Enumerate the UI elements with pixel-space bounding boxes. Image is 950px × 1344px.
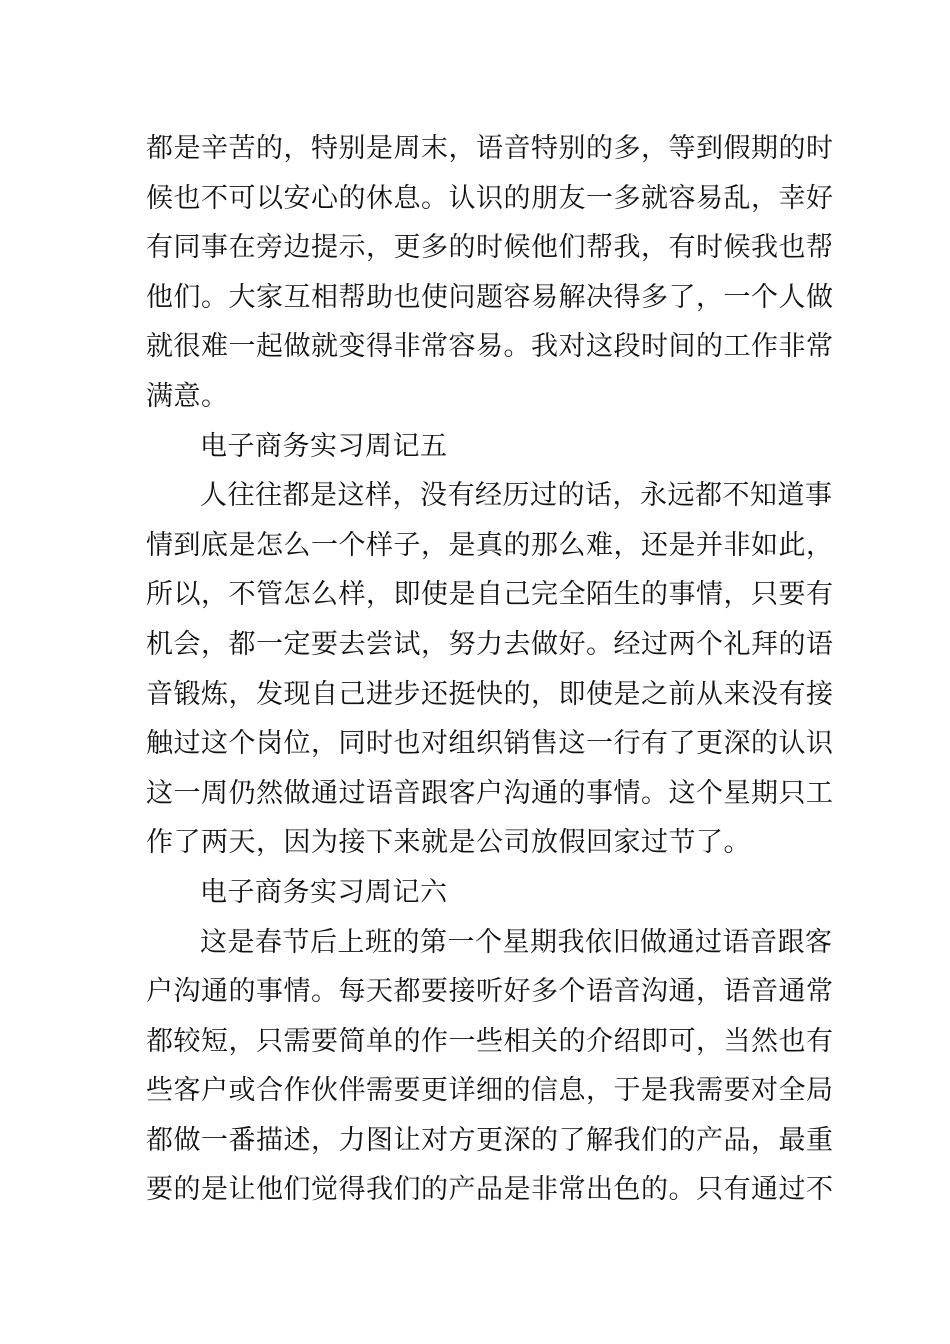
text-line: 候也不可以安心的休息。认识的朋友一多就容易乱，幸好 bbox=[146, 182, 834, 214]
text-line: 他们。大家互相帮助也使问题容易解决得多了，一个人做 bbox=[146, 281, 834, 313]
text-line: 些客户或合作伙伴需要更详细的信息，于是我需要对全局 bbox=[146, 1075, 834, 1107]
text-line: 机会，都一定要去尝试，努力去做好。经过两个礼拜的语 bbox=[146, 628, 834, 660]
text-line: 满意。 bbox=[146, 380, 229, 412]
text-line: 人往往都是这样，没有经历过的话，永远都不知道事 bbox=[200, 480, 833, 512]
text-line: 就很难一起做就变得非常容易。我对这段时间的工作非常 bbox=[146, 331, 834, 363]
paragraph-week-five bbox=[146, 471, 834, 868]
text-line: 所以，不管怎么样，即使是自己完全陌生的事情，只要有 bbox=[146, 579, 834, 611]
text-line: 这是春节后上班的第一个星期我依旧做通过语音跟客 bbox=[200, 926, 833, 958]
text-line: 音锻炼，发现自己进步还挺快的，即使是之前从来没有接 bbox=[146, 678, 834, 710]
text-line: 有同事在旁边提示，更多的时候他们帮我，有时候我也帮 bbox=[146, 232, 834, 264]
paragraph-continuation bbox=[146, 124, 834, 422]
text-line: 都做一番描述，力图让对方更深的了解我们的产品，最重 bbox=[146, 1124, 834, 1156]
text-line: 情到底是怎么一个样子，是真的那么难，还是并非如此， bbox=[146, 529, 834, 561]
text-line: 都是辛苦的，特别是周末，语音特别的多，等到假期的时 bbox=[146, 133, 834, 164]
text-line: 作了两天，因为接下来就是公司放假回家过节了。 bbox=[146, 827, 751, 859]
text-line: 都较短，只需要简单的作一些相关的介绍即可，当然也有 bbox=[146, 1025, 834, 1057]
text-line: 要的是让他们觉得我们的产品是非常出色的。只有通过不 bbox=[146, 1174, 834, 1206]
section-heading: 电子商务实习周记五 bbox=[200, 430, 448, 462]
document-text bbox=[146, 124, 834, 1215]
text-line: 这一周仍然做通过语音跟客户沟通的事情。这个星期只工 bbox=[146, 777, 834, 809]
paragraph-week-six bbox=[146, 918, 834, 1216]
section-heading: 电子商务实习周记六 bbox=[200, 876, 448, 908]
text-line: 触过这个岗位，同时也对组织销售这一行有了更深的认识 bbox=[146, 728, 834, 760]
text-line: 户沟通的事情。每天都要接听好多个语音沟通，语音通常 bbox=[146, 976, 834, 1008]
section-heading-week-six bbox=[146, 868, 816, 918]
section-heading-week-five bbox=[146, 422, 816, 472]
